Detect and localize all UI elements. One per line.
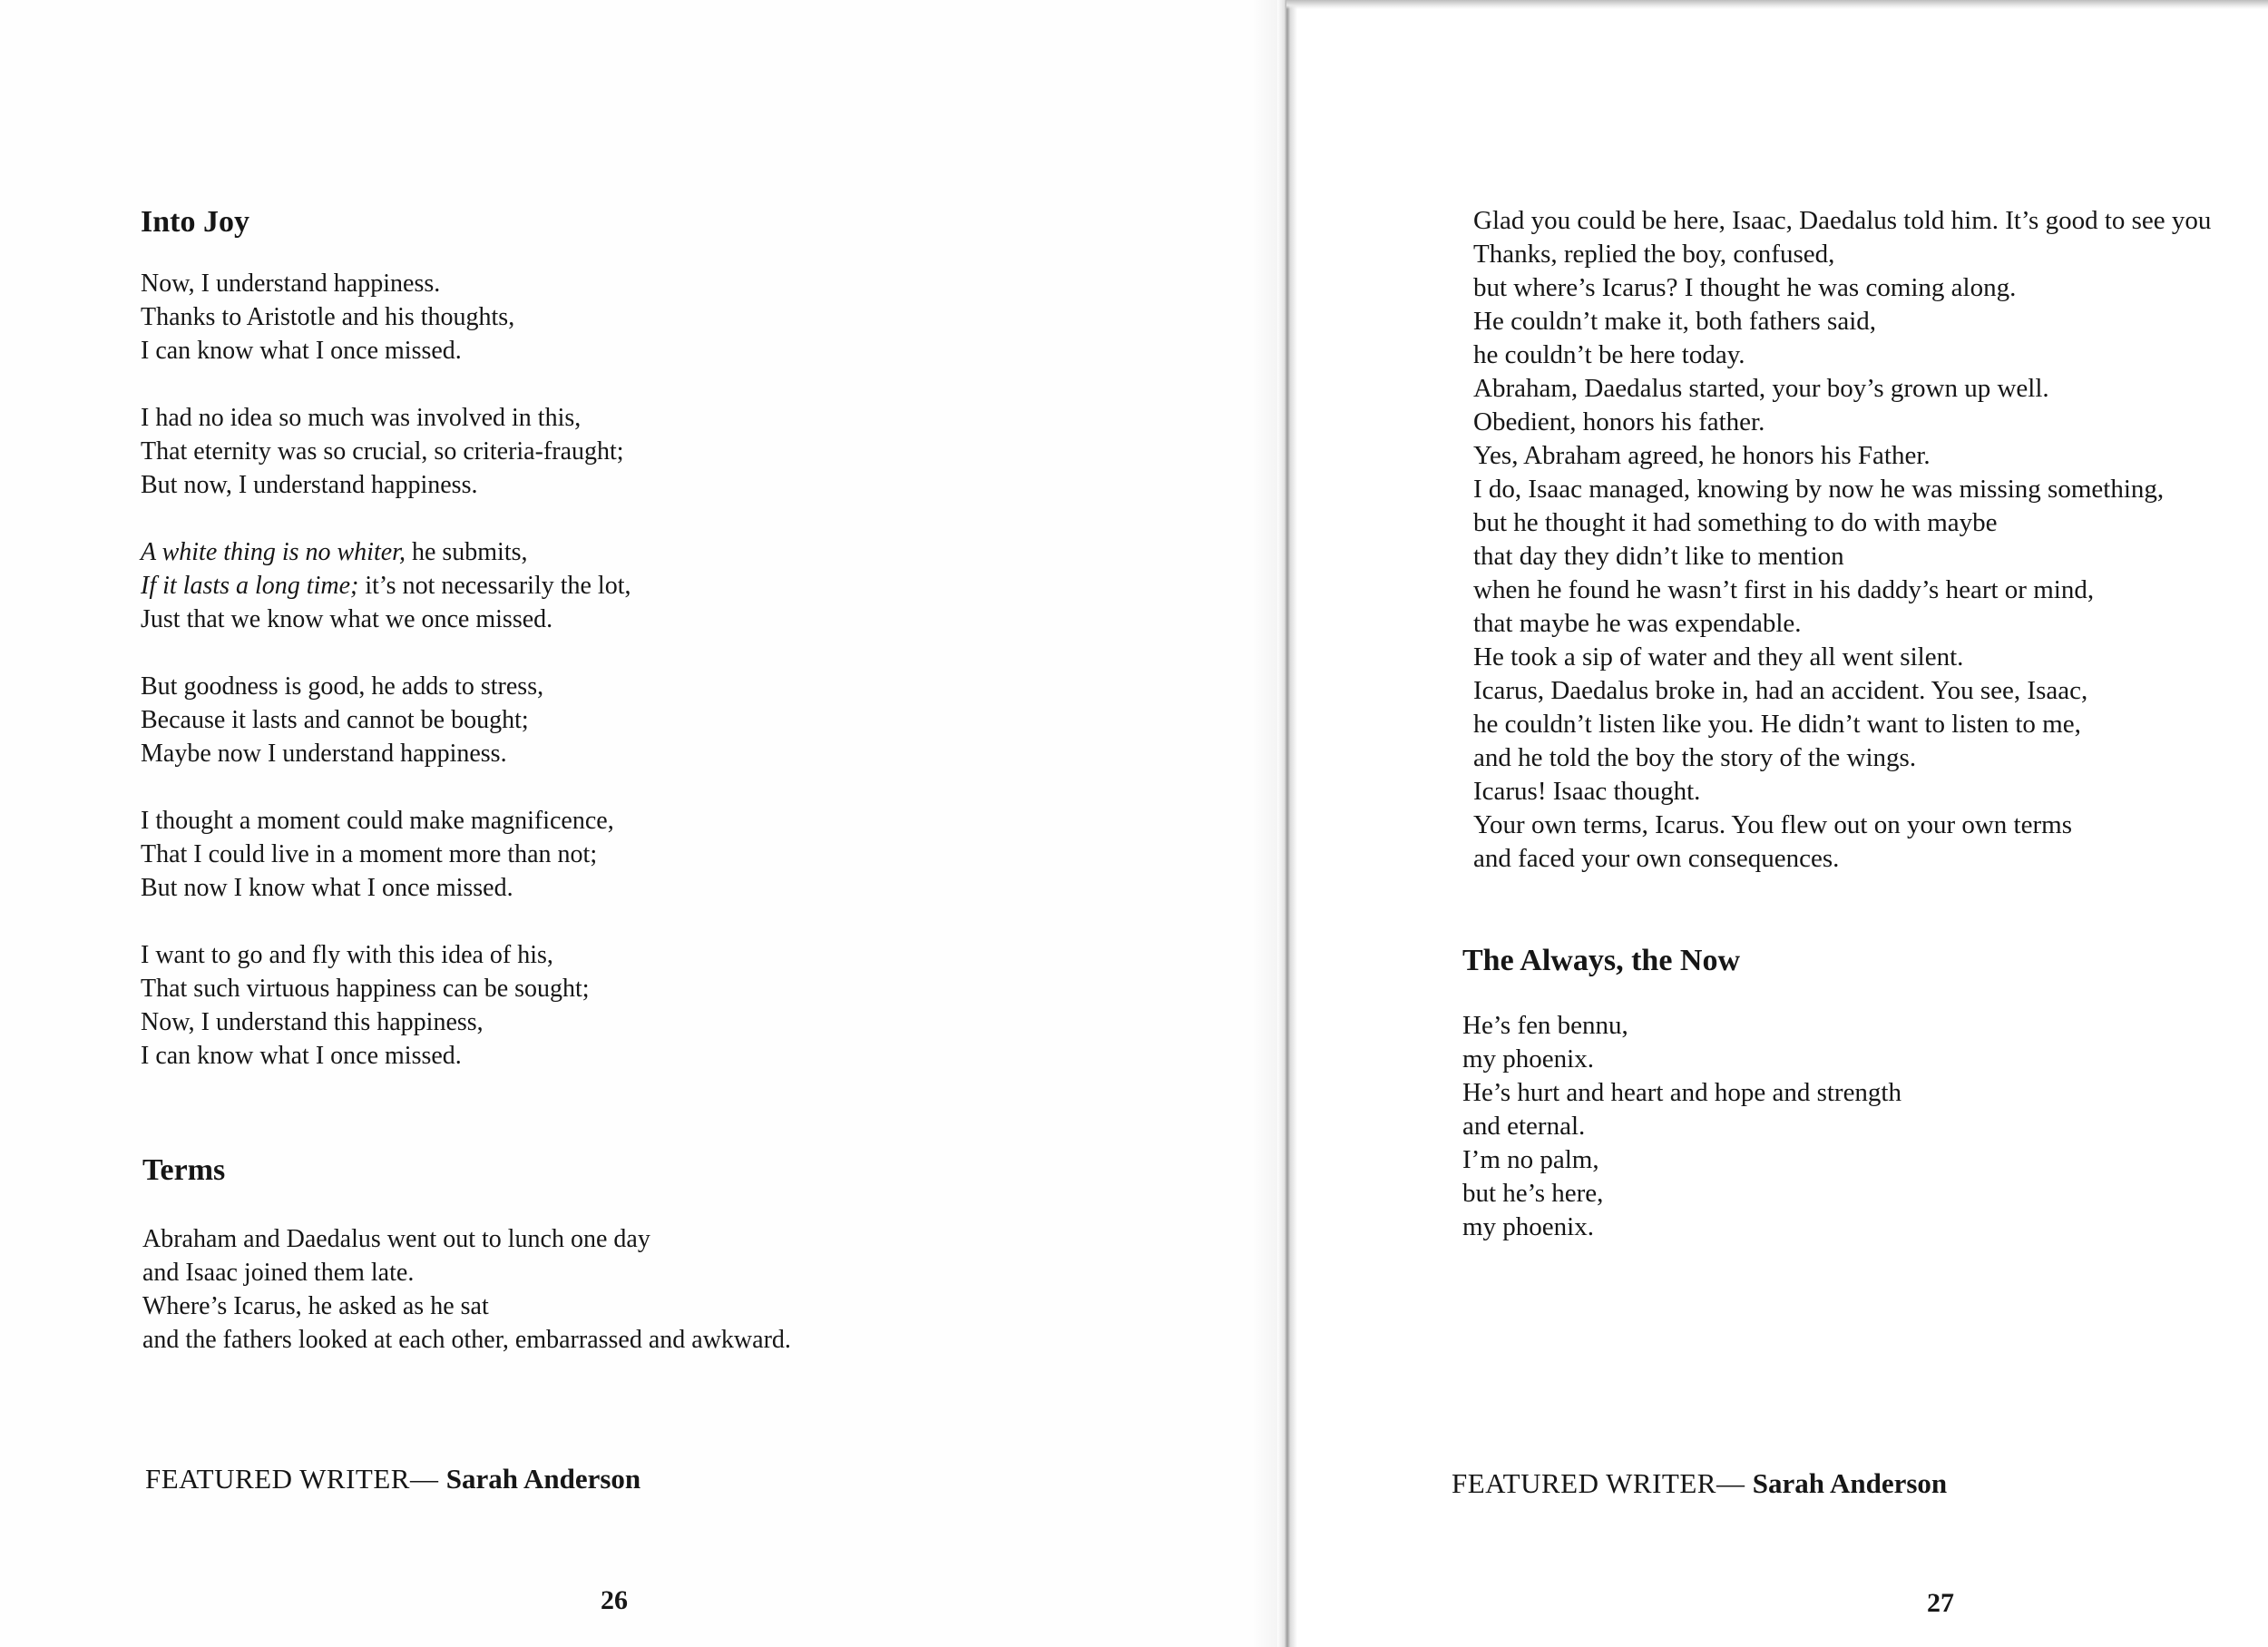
page-top-edge	[1286, 0, 2268, 9]
stanza	[141, 535, 631, 636]
poem-line: and he told the boy the story of the wings.	[1473, 743, 1917, 772]
poem-line: he couldn’t be here today.	[1473, 340, 1745, 369]
poem-line: he couldn’t listen like you. He didn’t want to listen to me,	[1473, 710, 2081, 739]
poem-line: I can know what I once missed.	[141, 337, 462, 365]
featured-writer-footer	[145, 1463, 640, 1495]
author-name: Sarah Anderson	[1752, 1467, 1948, 1499]
poem-line	[141, 603, 631, 636]
stanza	[141, 267, 631, 368]
poem-line: Glad you could be here, Isaac, Daedalus told him. It’s good to see you	[1473, 206, 2212, 235]
poem-always-now	[1462, 944, 1901, 1244]
poem-line: but where’s Icarus? I thought he was coming along.	[1473, 273, 2017, 302]
line-text: Just that we know what we once missed.	[141, 605, 553, 633]
poem-into-joy	[141, 205, 631, 1073]
poem-line: Now, I understand this happiness,	[141, 1008, 484, 1036]
poem-line: but he’s here,	[1462, 1179, 1604, 1208]
poem-body	[141, 267, 631, 1073]
poem-line: but he thought it had something to do with maybe	[1473, 508, 1998, 537]
page-number: 27	[1927, 1588, 1954, 1618]
stanza	[141, 670, 631, 770]
featured-writer-footer	[1452, 1467, 1947, 1500]
stanza	[141, 804, 631, 905]
poem-line: Icarus, Daedalus broke in, had an accident. You see, Isaac,	[1473, 676, 2088, 705]
poem-line: But now I know what I once missed.	[141, 874, 513, 902]
poem-body	[142, 1222, 791, 1357]
poem-title: The Always, the Now	[1462, 944, 1741, 977]
poem-line: Thanks to Aristotle and his thoughts,	[141, 303, 515, 331]
poem-line: But goodness is good, he adds to stress,	[141, 672, 544, 701]
poem-line: when he found he wasn’t first in his daddy’s heart or mind,	[1473, 575, 2095, 604]
quoted-phrase: A white thing is no whiter,	[141, 538, 406, 566]
poem-terms	[142, 1153, 791, 1357]
poem-line: He’s hurt and heart and hope and strength	[1462, 1078, 1901, 1107]
poem-line: That such virtuous happiness can be sought;	[141, 975, 590, 1003]
poem-line: my phoenix.	[1462, 1212, 1594, 1241]
poem-line: I thought a moment could make magnificence,	[141, 807, 614, 835]
right-page	[1286, 0, 2268, 1647]
poem-line: Abraham and Daedalus went out to lunch one day	[142, 1225, 650, 1253]
poem-line: That eternity was so crucial, so criteria-fraught;	[141, 437, 624, 466]
page-number: 26	[601, 1585, 628, 1615]
poem-line: and the fathers looked at each other, embarrassed and awkward.	[142, 1326, 791, 1354]
poem-title: Terms	[142, 1153, 226, 1187]
author-name: Sarah Anderson	[445, 1463, 641, 1495]
poem-line	[141, 569, 631, 603]
poem-terms-continued	[1473, 204, 2211, 876]
poem-line: my phoenix.	[1462, 1044, 1594, 1073]
poem-line: Maybe now I understand happiness.	[141, 740, 507, 768]
poem-line: Abraham, Daedalus started, your boy’s grown up well.	[1473, 374, 2049, 403]
stanza	[141, 938, 631, 1073]
poem-line: that day they didn’t like to mention	[1473, 542, 1844, 571]
poem-line: That I could live in a moment more than not;	[141, 840, 598, 868]
poem-line: I do, Isaac managed, knowing by now he was missing something,	[1473, 475, 2165, 504]
footer-label: FEATURED WRITER—	[145, 1463, 439, 1495]
poem-line: Icarus! Isaac thought.	[1473, 777, 1701, 806]
poem-line: Thanks, replied the boy, confused,	[1473, 240, 1835, 269]
poem-line: that maybe he was expendable.	[1473, 609, 1802, 638]
poem-line: Now, I understand happiness.	[141, 270, 441, 298]
poem-line: and faced your own consequences.	[1473, 844, 1840, 873]
poem-line: Your own terms, Icarus. You flew out on your own terms	[1473, 810, 2072, 839]
poem-line: Where’s Icarus, he asked as he sat	[142, 1292, 489, 1320]
footer-label: FEATURED WRITER—	[1452, 1467, 1745, 1499]
poem-line: I had no idea so much was involved in this,	[141, 404, 582, 432]
stanza	[141, 401, 631, 502]
poem-title: Into Joy	[141, 205, 249, 239]
poem-line: He couldn’t make it, both fathers said,	[1473, 307, 1877, 336]
poem-line: He’s fen bennu,	[1462, 1011, 1628, 1040]
poem-line: Obedient, honors his father.	[1473, 407, 1765, 436]
line-text: it’s not necessarily the lot,	[358, 572, 631, 600]
poem-body	[1462, 1009, 1901, 1244]
poem-line: Because it lasts and cannot be bought;	[141, 706, 529, 734]
poem-line: and eternal.	[1462, 1112, 1586, 1141]
poem-line	[141, 535, 631, 569]
poem-line: I want to go and fly with this idea of his,	[141, 941, 553, 969]
poem-line: But now, I understand happiness.	[141, 471, 478, 499]
poem-line: I’m no palm,	[1462, 1145, 1599, 1174]
poem-line: I can know what I once missed.	[141, 1042, 462, 1070]
poem-line: and Isaac joined them late.	[142, 1259, 415, 1287]
book-gutter	[1277, 0, 1297, 1647]
quoted-phrase: If it lasts a long time;	[141, 572, 359, 600]
poem-line: He took a sip of water and they all went silent.	[1473, 642, 1964, 672]
poem-line: Yes, Abraham agreed, he honors his Father.	[1473, 441, 1931, 470]
line-text: he submits,	[405, 538, 528, 566]
